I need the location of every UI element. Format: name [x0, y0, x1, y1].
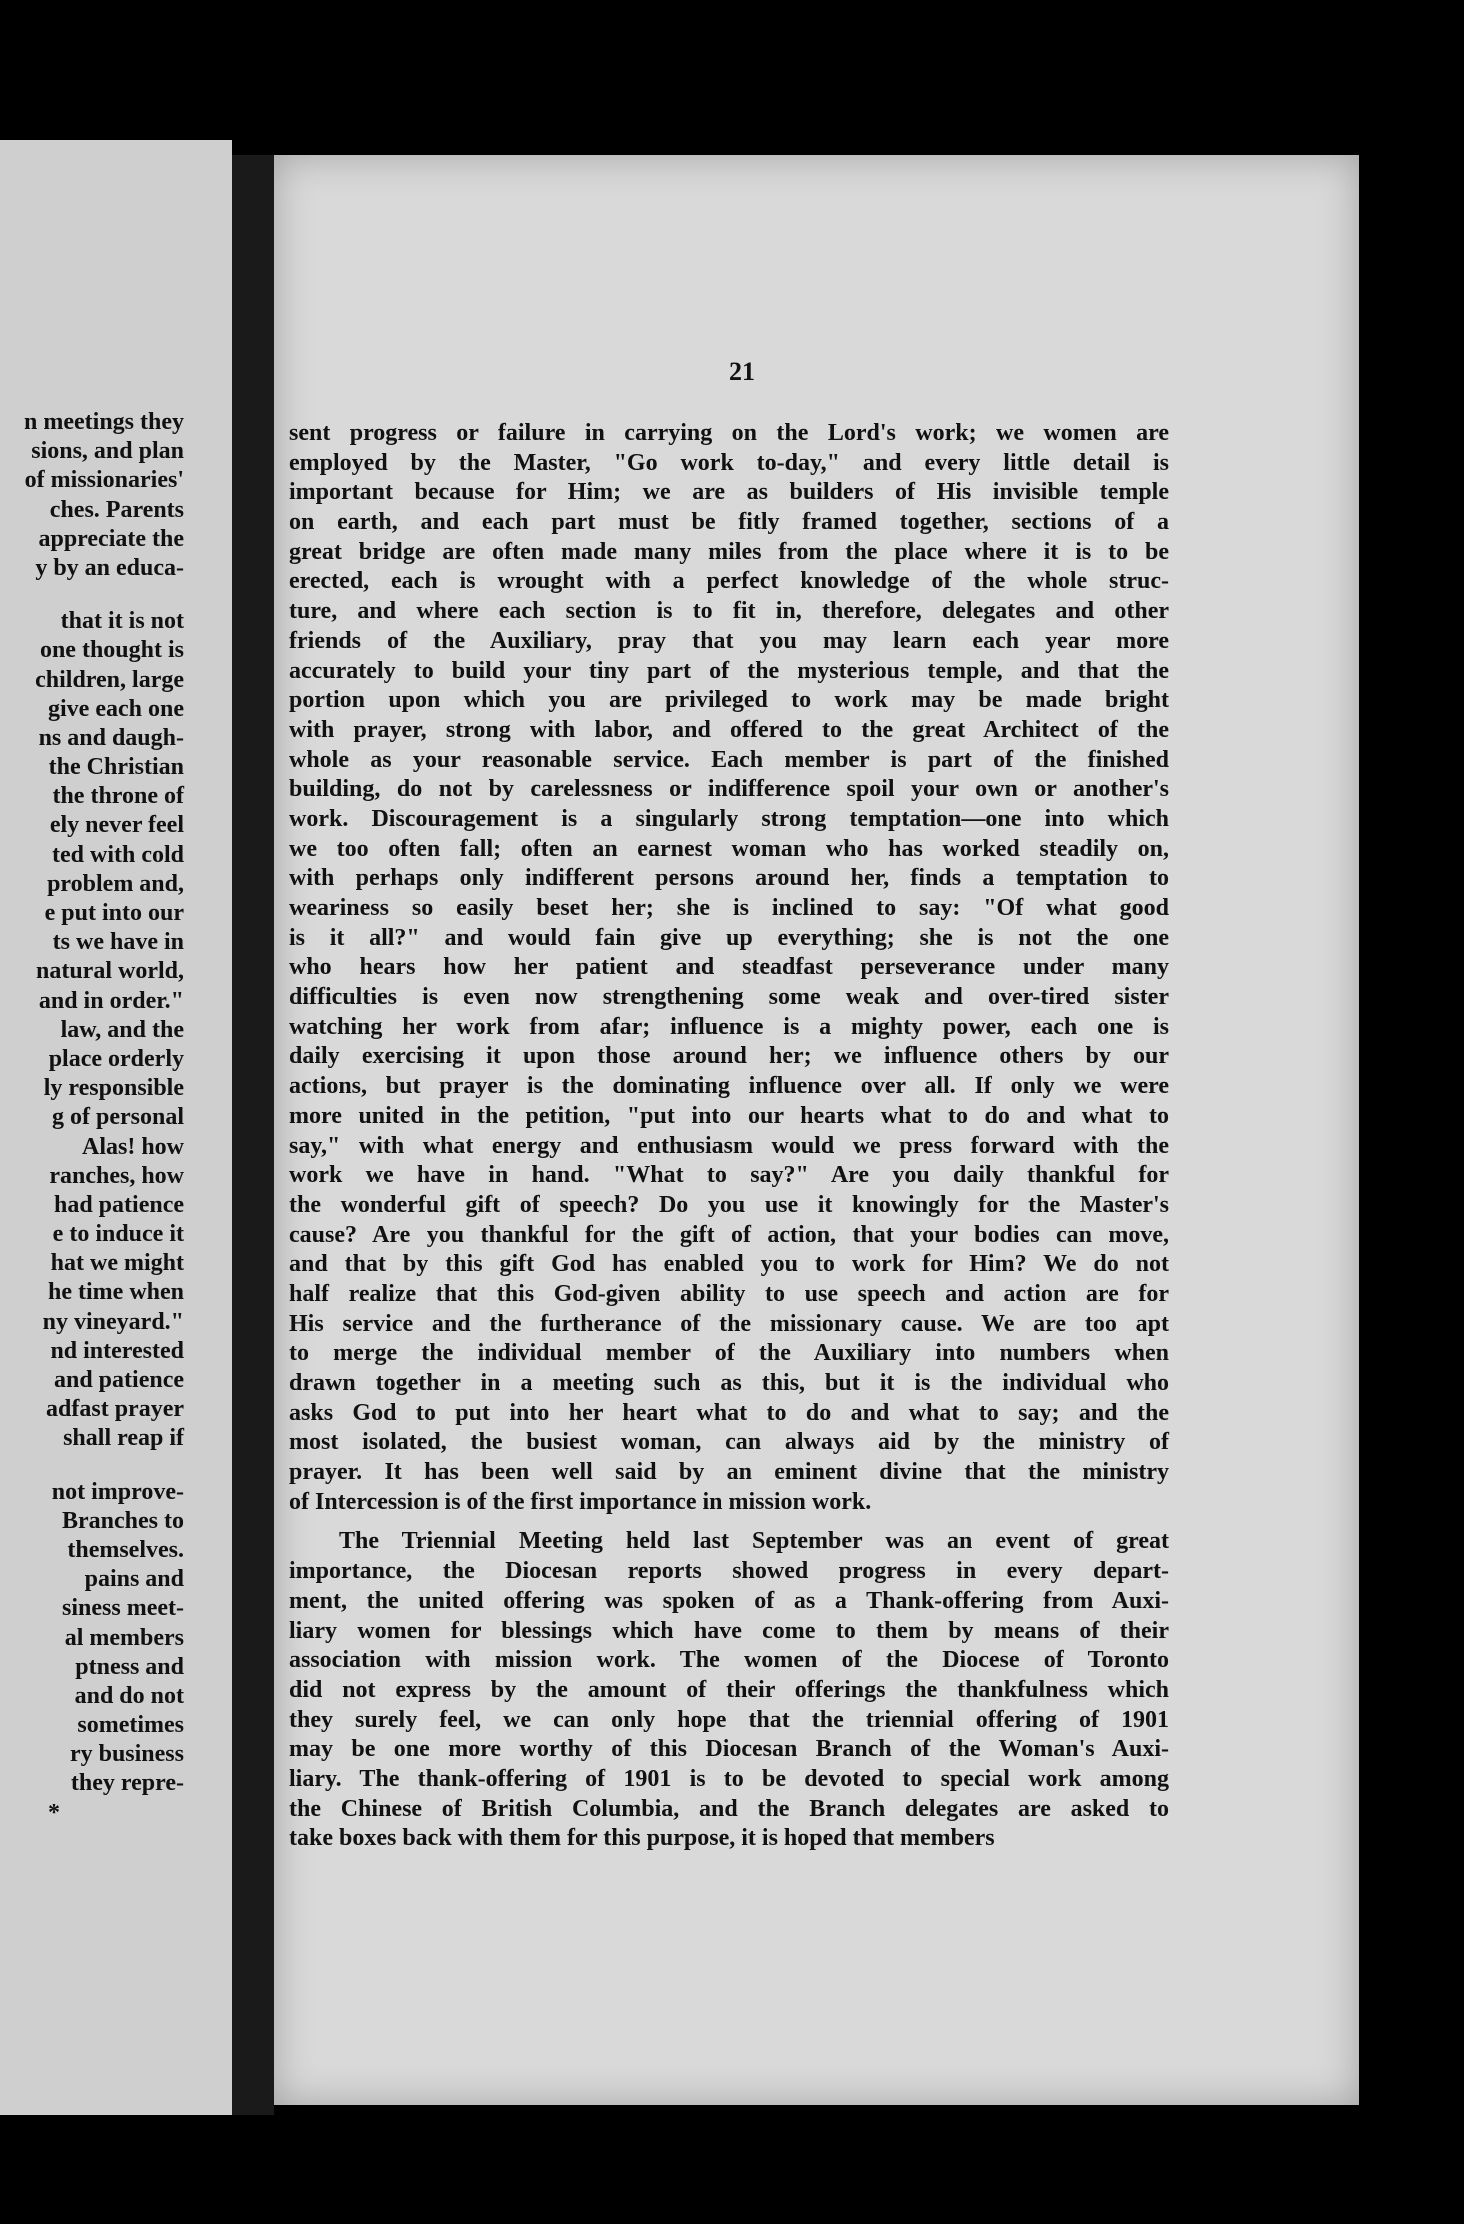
text-line: whole as your reasonable service. Each member is part of the finished — [289, 746, 1169, 773]
left-page-line: had patience — [53, 1191, 184, 1218]
left-page-line — [24, 583, 184, 607]
text-line: accurately to build your tiny part of the mysterious temple, and that the — [289, 657, 1169, 684]
text-line: great bridge are often made many miles from the place where it is to be — [289, 538, 1169, 565]
left-page-fragment — [0, 140, 232, 2115]
text-line: watching her work from afar; influence is a mighty power, each one is — [289, 1013, 1169, 1040]
text-line: most isolated, the busiest woman, can always aid by the ministry of — [289, 1429, 1169, 1456]
text-line: with perhaps only indifferent persons around her, finds a temptation to — [289, 865, 1169, 892]
text-line: daily exercising it upon those around her; we influence others by our — [289, 1043, 1169, 1070]
text-line: they surely feel, we can only hope that the triennial offering of 1901 — [289, 1706, 1169, 1733]
left-page-line: that it is not — [60, 608, 184, 635]
left-page-line: al members — [64, 1624, 184, 1651]
left-page-line: ches. Parents — [49, 496, 184, 523]
left-page-line: siness meet- — [62, 1595, 184, 1622]
left-page-line: ptness and — [75, 1653, 184, 1680]
text-line: weariness so easily beset her; she is inclined to say: "Of what good — [289, 895, 1169, 921]
text-line: importance, the Diocesan reports showed progress in every depart- — [289, 1558, 1169, 1585]
left-page-line: appreciate the — [38, 525, 184, 552]
page-number: 21 — [729, 357, 755, 386]
text-line: with prayer, strong with labor, and offered to the great Architect of the — [289, 716, 1169, 743]
left-page-line: he time when — [48, 1279, 184, 1306]
left-page-line: ranches, how — [49, 1162, 184, 1189]
text-line: employed by the Master, "Go work to-day," and every little detail is — [289, 449, 1169, 476]
left-page-line: e to induce it — [52, 1221, 184, 1248]
text-line: may be one more worthy of this Diocesan Branch of the Woman's Auxi- — [289, 1736, 1169, 1763]
text-line: actions, but prayer is the dominating influence over all. If only we were — [289, 1073, 1169, 1100]
text-line: is it all?" and would fain give up everything; she is not the one — [289, 924, 1169, 951]
left-page-line: sions, and plan — [31, 438, 184, 465]
left-page-line: of missionaries' — [24, 467, 184, 494]
text-line: on earth, and each part must be fitly framed together, sections of a — [289, 509, 1169, 536]
left-page-line: themselves. — [67, 1536, 184, 1563]
text-line: liary. The thank-offering of 1901 is to be devoted to special work among — [289, 1765, 1169, 1792]
left-page-line: problem and, — [47, 870, 184, 897]
left-page-line: law, and the — [60, 1016, 184, 1043]
left-page-line: place orderly — [48, 1045, 184, 1072]
text-line: building, do not by carelessness or indifference spoil your own or another's — [289, 776, 1169, 803]
text-line: important because for Him; we are as builders of His invisible temple — [289, 479, 1169, 506]
text-line: did not express by the amount of their offerings the thankfulness which — [289, 1676, 1169, 1703]
left-page-line: the Christian — [48, 754, 184, 781]
text-line: sent progress or failure in carrying on the Lord's work; we women are — [289, 420, 1169, 446]
left-page-line: g of personal — [52, 1104, 184, 1131]
left-page-line: ry business — [69, 1741, 184, 1768]
text-line: the wonderful gift of speech? Do you use it knowingly for the Master's — [289, 1191, 1169, 1218]
text-line: and that by this gift God has enabled you to work for Him? We do not — [289, 1251, 1169, 1278]
left-page-line: ts we have in — [52, 929, 184, 956]
left-page-line: one thought is — [39, 637, 184, 664]
left-page-line: children, large — [35, 666, 184, 693]
left-page-line: ly responsible — [43, 1075, 184, 1102]
left-page-line: shall reap if — [63, 1425, 184, 1452]
book-gutter — [232, 155, 274, 2115]
left-page-line: * — [48, 1799, 61, 1826]
text-line: difficulties is even now strengthening some weak and over-tired sister — [289, 984, 1169, 1011]
text-line: liary women for blessings which have come to them by means of their — [289, 1617, 1169, 1644]
text-line: work. Discouragement is a singularly strong temptation—one into which — [289, 805, 1169, 832]
left-page-line: not improve- — [51, 1478, 184, 1505]
left-page-line: ely never feel — [49, 812, 184, 839]
text-line: say," with what energy and enthusiasm would we press forward with the — [289, 1132, 1169, 1159]
left-page-line: and in order." — [38, 987, 184, 1014]
body-text — [289, 419, 1169, 1854]
text-line: portion upon which you are privileged to work may be made bright — [289, 687, 1169, 714]
left-page-text-column — [24, 408, 184, 1828]
left-page-line: nd interested — [50, 1337, 184, 1364]
text-line: prayer. It has been well said by an eminent divine that the ministry — [289, 1459, 1169, 1486]
left-page-line: n meetings they — [24, 409, 184, 435]
text-line: ture, and where each section is to fit in, therefore, delegates and other — [289, 598, 1169, 625]
left-page-line: sometimes — [77, 1712, 184, 1739]
left-page-line: e put into our — [44, 900, 184, 926]
paragraph-1 — [289, 419, 1169, 1517]
text-line: erected, each is wrought with a perfect knowledge of the whole struc- — [289, 568, 1169, 595]
left-page-line: Alas! how — [81, 1133, 184, 1160]
left-page-line — [24, 1454, 184, 1478]
text-line: half realize that this God-given ability to use speech and action are for — [289, 1280, 1169, 1307]
text-line: we too often fall; often an earnest woman who has worked steadily on, — [289, 835, 1169, 862]
right-page — [274, 155, 1359, 2105]
left-page-line: and do not — [74, 1682, 184, 1709]
left-page-line: hat we might — [50, 1250, 184, 1277]
left-page-line: adfast prayer — [46, 1396, 184, 1423]
left-page-line: the throne of — [52, 783, 184, 810]
text-line: The Triennial Meeting held last September was an event of great — [339, 1528, 1169, 1555]
text-line: take boxes back with them for this purpose, it is hoped that members — [289, 1825, 995, 1852]
left-page-line: they repre- — [70, 1770, 184, 1797]
left-page-line: give each one — [48, 695, 184, 722]
text-line: to merge the individual member of the Auxiliary into numbers when — [289, 1340, 1169, 1367]
left-page-line: natural world, — [35, 958, 184, 985]
text-line: cause? Are you thankful for the gift of action, that your bodies can move, — [289, 1221, 1169, 1248]
text-line: His service and the furtherance of the missionary cause. We are too apt — [289, 1310, 1169, 1337]
left-page-line: y by an educa- — [35, 554, 184, 581]
text-line: asks God to put into her heart what to do and what to say; and the — [289, 1399, 1169, 1426]
text-line: work we have in hand. "What to say?" Are you daily thankful for — [289, 1162, 1169, 1189]
left-page-line: pains and — [84, 1566, 184, 1593]
left-page-line: ted with cold — [52, 841, 184, 868]
text-line: more united in the petition, "put into our hearts what to do and what to — [289, 1102, 1169, 1129]
text-line: of Intercession is of the first importance in mission work. — [289, 1488, 872, 1515]
paragraph-2 — [289, 1527, 1169, 1854]
left-page-line: Branches to — [62, 1507, 184, 1534]
text-line: who hears how her patient and steadfast perseverance under many — [289, 954, 1169, 981]
text-line: drawn together in a meeting such as this, but it is the individual who — [289, 1370, 1169, 1396]
text-line: association with mission work. The women of the Diocese of Toronto — [289, 1647, 1169, 1674]
text-line: ment, the united offering was spoken of as a Thank-offering from Auxi- — [289, 1587, 1169, 1614]
left-page-line: ns and daugh- — [38, 724, 184, 751]
left-page-line: ny vineyard." — [42, 1308, 184, 1335]
text-line: friends of the Auxiliary, pray that you may learn each year more — [289, 627, 1169, 654]
left-page-line: and patience — [53, 1367, 184, 1393]
text-line: the Chinese of British Columbia, and the Branch delegates are asked to — [289, 1795, 1169, 1822]
